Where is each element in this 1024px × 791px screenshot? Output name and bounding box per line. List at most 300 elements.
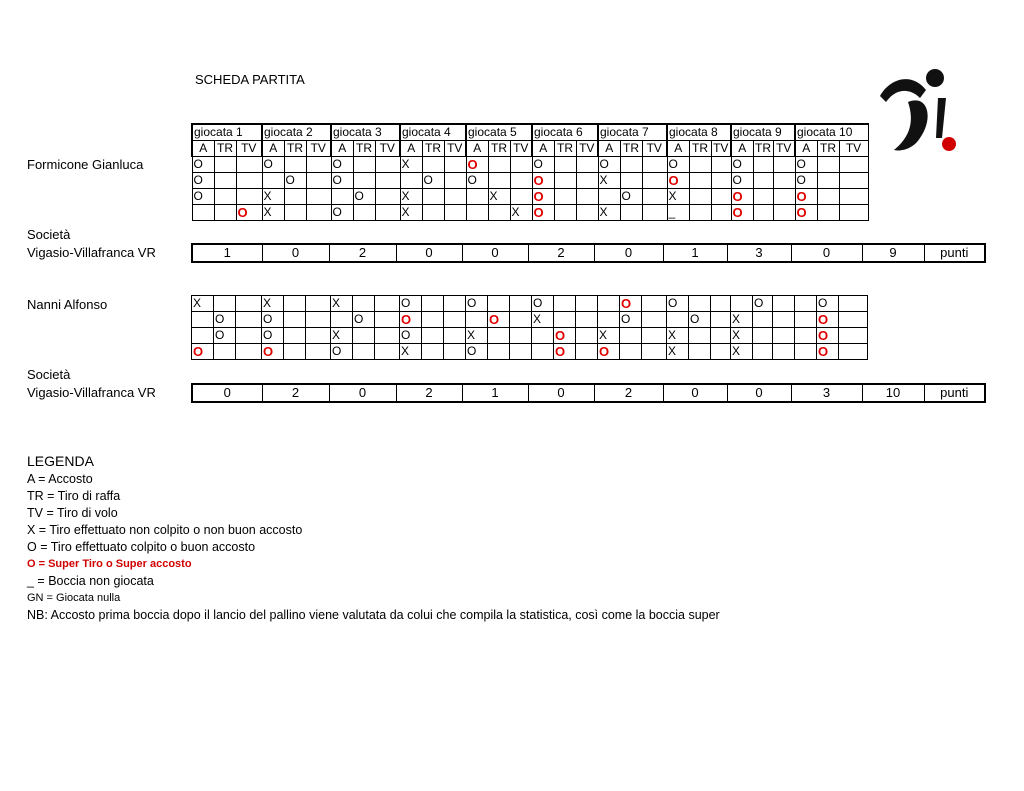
giocata-header: giocata 3 [331, 124, 400, 141]
score-cell: 1 [192, 244, 262, 262]
shot-cell: X [466, 328, 488, 344]
score-cell: 3 [791, 384, 862, 402]
shot-type-header: TR [488, 141, 510, 157]
shot-cell [353, 157, 375, 173]
giocata-header: giocata 2 [262, 124, 331, 141]
shot-cell: O [795, 205, 817, 221]
shot-type-header: A [667, 141, 689, 157]
score-cell: 2 [262, 384, 329, 402]
shot-cell: O [192, 157, 214, 173]
shot-cell [711, 189, 731, 205]
shot-type-header: TV [510, 141, 532, 157]
shot-cell: O [284, 173, 306, 189]
shot-cell [598, 189, 620, 205]
shot-cell: O [532, 205, 554, 221]
shot-cell [642, 328, 667, 344]
shot-cell [642, 296, 667, 312]
shot-cell [773, 296, 795, 312]
shot-cell [753, 173, 773, 189]
shot-cell [214, 157, 236, 173]
shot-cell [375, 344, 400, 360]
shot-cell: O [817, 312, 839, 328]
shot-cell: O [667, 296, 689, 312]
shot-cell: O [262, 344, 284, 360]
shot-type-header: A [331, 141, 353, 157]
shot-cell [214, 173, 236, 189]
score-cell: 0 [329, 384, 396, 402]
player-2-score-row [191, 383, 986, 403]
shot-cell [711, 312, 731, 328]
shot-cell [839, 312, 868, 328]
shot-cell: O [262, 312, 284, 328]
shot-cell [839, 173, 868, 189]
shot-type-header: TR [353, 141, 375, 157]
shot-cell: O [795, 173, 817, 189]
shot-type-header: TR [689, 141, 711, 157]
shot-cell [795, 296, 817, 312]
shot-cell [375, 312, 400, 328]
score-cell: 2 [329, 244, 396, 262]
shot-cell [375, 173, 400, 189]
shot-cell [711, 157, 731, 173]
shot-cell [642, 344, 667, 360]
player-1-score-row [191, 243, 986, 263]
boccia-row [192, 328, 868, 344]
societa-name-2: Vigasio-Villafranca VR [27, 385, 156, 400]
bocce-player-logo [876, 68, 966, 156]
shot-cell [375, 296, 400, 312]
legend [27, 452, 720, 624]
shot-cell: O [400, 312, 422, 328]
shot-cell [554, 189, 576, 205]
total-cell: 10 [862, 384, 924, 402]
shot-cell [444, 173, 466, 189]
shot-cell [306, 296, 331, 312]
shot-cell [817, 205, 839, 221]
shot-cell [642, 157, 667, 173]
shot-type-header: A [466, 141, 488, 157]
legend-line-o: O = Tiro effettuato colpito o buon accosto [27, 540, 256, 554]
shot-cell [488, 205, 510, 221]
shot-cell [620, 344, 642, 360]
shot-cell [262, 173, 284, 189]
shot-cell [306, 328, 331, 344]
shot-cell [620, 173, 642, 189]
societa-label-1: Società [27, 227, 71, 242]
legend-line-x: X = Tiro effettuato non colpito o non buon accosto [27, 523, 303, 537]
boccia-row [192, 344, 868, 360]
boccia-row [192, 173, 868, 189]
shot-cell: X [262, 189, 284, 205]
legend-title: LEGENDA [27, 453, 94, 469]
score-cell: 0 [528, 384, 594, 402]
shot-cell: O [192, 344, 214, 360]
shot-cell [753, 344, 773, 360]
shot-cell [466, 189, 488, 205]
shot-cell: O [236, 205, 262, 221]
giocata-header: giocata 10 [795, 124, 868, 141]
giocata-header: giocata 6 [532, 124, 598, 141]
shot-cell [306, 157, 331, 173]
shot-cell: O [598, 157, 620, 173]
shot-cell: O [331, 157, 353, 173]
shot-cell: O [554, 344, 576, 360]
shot-cell [236, 296, 262, 312]
shot-cell [488, 173, 510, 189]
shot-cell [422, 157, 444, 173]
shot-cell [284, 296, 306, 312]
legend-line-a: A = Accosto [27, 472, 93, 486]
shot-cell: O [620, 189, 642, 205]
shot-type-header: TV [576, 141, 598, 157]
logo-head [926, 69, 944, 87]
shot-cell: O [731, 173, 753, 189]
shot-cell: X [510, 205, 532, 221]
giocata-header: giocata 4 [400, 124, 466, 141]
shot-cell [422, 205, 444, 221]
shot-cell [817, 189, 839, 205]
shot-cell: O [731, 205, 753, 221]
shot-cell: X [731, 328, 753, 344]
shot-cell [711, 296, 731, 312]
shot-cell [214, 296, 236, 312]
shot-cell [284, 312, 306, 328]
shot-cell [466, 312, 488, 328]
shot-cell: O [400, 328, 422, 344]
shot-cell: O [192, 173, 214, 189]
giocata-header: giocata 8 [667, 124, 731, 141]
shot-cell: X [598, 205, 620, 221]
shot-cell [689, 328, 711, 344]
shot-cell [795, 328, 817, 344]
page-title: SCHEDA PARTITA [195, 72, 305, 87]
shot-cell: O [532, 296, 554, 312]
score-cell: 1 [462, 384, 528, 402]
shot-cell: O [214, 328, 236, 344]
shot-cell [510, 312, 532, 328]
shot-type-header: TR [817, 141, 839, 157]
shot-cell: X [488, 189, 510, 205]
shot-cell [444, 205, 466, 221]
shot-type-header: TV [642, 141, 667, 157]
boccia-row [192, 189, 868, 205]
shot-cell [576, 312, 598, 328]
shot-type-header: TV [711, 141, 731, 157]
shot-type-header: A [731, 141, 753, 157]
shot-cell [689, 157, 711, 173]
score-cell: 0 [727, 384, 791, 402]
shot-cell [444, 157, 466, 173]
shot-cell [620, 205, 642, 221]
shot-cell [236, 328, 262, 344]
shot-cell [554, 157, 576, 173]
shot-cell [284, 205, 306, 221]
shot-cell: X [667, 344, 689, 360]
shot-cell: X [331, 296, 353, 312]
shot-cell [510, 296, 532, 312]
boccia-row [192, 157, 868, 173]
shot-cell [689, 296, 711, 312]
shot-cell [400, 173, 422, 189]
shot-cell [753, 328, 773, 344]
shot-cell [773, 344, 795, 360]
shot-cell [236, 312, 262, 328]
shot-cell [488, 344, 510, 360]
shot-cell: O [532, 157, 554, 173]
player-2-play-grid [191, 295, 868, 360]
boccia-row [192, 205, 868, 221]
shot-cell [576, 189, 598, 205]
shot-cell [510, 157, 532, 173]
shot-cell [331, 312, 353, 328]
shot-cell: O [532, 189, 554, 205]
shot-cell: O [731, 157, 753, 173]
shot-cell: O [817, 344, 839, 360]
shot-cell [753, 205, 773, 221]
shot-cell: O [667, 157, 689, 173]
shot-cell [795, 312, 817, 328]
shot-cell: X [400, 344, 422, 360]
societa-label-2: Società [27, 367, 71, 382]
shot-cell: _ [667, 205, 689, 221]
shot-cell [444, 328, 466, 344]
shot-cell: O [466, 296, 488, 312]
shot-cell: X [400, 205, 422, 221]
legend-line-gn: GN = Giocata nulla [27, 592, 121, 604]
score-cell: 0 [663, 384, 727, 402]
shot-cell [444, 312, 466, 328]
shot-cell: X [262, 296, 284, 312]
shot-cell [510, 328, 532, 344]
shot-cell [353, 205, 375, 221]
shot-cell: X [331, 328, 353, 344]
societa-name-1: Vigasio-Villafranca VR [27, 245, 156, 260]
shot-type-header: A [400, 141, 422, 157]
shot-cell: X [667, 328, 689, 344]
shot-cell: O [598, 344, 620, 360]
shot-cell [773, 173, 795, 189]
shot-cell: O [620, 312, 642, 328]
shot-cell: O [817, 296, 839, 312]
shot-type-header: TR [214, 141, 236, 157]
shot-cell [214, 344, 236, 360]
shot-cell [576, 344, 598, 360]
score-cell: 0 [192, 384, 262, 402]
shot-cell: X [400, 189, 422, 205]
shot-cell [353, 173, 375, 189]
shot-cell: O [620, 296, 642, 312]
shot-cell [214, 189, 236, 205]
player-name-1: Formicone Gianluca [27, 157, 144, 172]
shot-type-header: TV [773, 141, 795, 157]
shot-cell [711, 328, 731, 344]
shot-cell: O [353, 189, 375, 205]
shot-cell: X [532, 312, 554, 328]
giocata-header: giocata 9 [731, 124, 795, 141]
logo-ball [942, 137, 956, 151]
shot-cell [444, 296, 466, 312]
shot-cell [466, 205, 488, 221]
shot-cell: O [353, 312, 375, 328]
shot-type-header: TR [755, 141, 771, 155]
shot-cell [422, 296, 444, 312]
shot-cell [554, 173, 576, 189]
shot-cell [576, 205, 598, 221]
shot-cell [576, 157, 598, 173]
shot-cell [817, 157, 839, 173]
legend-line-super: O = Super Tiro o Super accosto [27, 558, 192, 570]
shot-cell [689, 173, 711, 189]
shot-cell: O [331, 205, 353, 221]
player-1-play-grid [191, 123, 869, 221]
shot-cell: O [817, 328, 839, 344]
shot-cell: O [532, 173, 554, 189]
score-cell: 0 [594, 244, 663, 262]
shot-type-header: TV [306, 141, 331, 157]
shot-cell [554, 205, 576, 221]
score-cell: 0 [462, 244, 528, 262]
shot-cell [510, 344, 532, 360]
shot-cell: O [331, 344, 353, 360]
shot-cell [753, 157, 773, 173]
shot-type-header: TR [620, 141, 642, 157]
shot-type-header: TV [839, 141, 868, 157]
shot-cell [192, 205, 214, 221]
shot-cell [422, 312, 444, 328]
shot-cell: O [753, 296, 773, 312]
shot-cell [620, 157, 642, 173]
shot-cell [306, 189, 331, 205]
shot-type-header: A [532, 141, 554, 157]
shot-cell: X [598, 173, 620, 189]
shot-cell [375, 205, 400, 221]
shot-cell [795, 344, 817, 360]
shot-cell: O [731, 189, 753, 205]
shot-cell [284, 344, 306, 360]
shot-cell: O [331, 173, 353, 189]
shot-cell [642, 312, 667, 328]
giocata-header: giocata 5 [466, 124, 532, 141]
shot-cell: O [422, 173, 444, 189]
shot-cell [554, 296, 576, 312]
shot-cell: X [667, 189, 689, 205]
shot-cell [554, 312, 576, 328]
score-cell: 3 [727, 244, 791, 262]
score-cell: 2 [528, 244, 594, 262]
shot-cell [353, 296, 375, 312]
shot-cell [773, 189, 795, 205]
shot-cell [306, 173, 331, 189]
shot-cell [375, 189, 400, 205]
total-label: punti [924, 244, 985, 262]
shot-cell [353, 328, 375, 344]
shot-cell [620, 328, 642, 344]
shot-cell [488, 328, 510, 344]
total-label: punti [924, 384, 985, 402]
shot-cell: O [795, 189, 817, 205]
score-cell: 0 [262, 244, 329, 262]
shot-cell: X [400, 157, 422, 173]
shot-cell [839, 189, 868, 205]
shot-cell [353, 344, 375, 360]
shot-cell [753, 189, 773, 205]
shot-cell: O [262, 328, 284, 344]
score-cell: 0 [791, 244, 862, 262]
shot-cell: O [795, 157, 817, 173]
shot-cell [214, 205, 236, 221]
score-cell: 2 [396, 384, 462, 402]
shot-cell [510, 173, 532, 189]
shot-type-header: TR [284, 141, 306, 157]
shot-cell [817, 173, 839, 189]
shot-cell [306, 312, 331, 328]
legend-line-non-giocata: _ = Boccia non giocata [27, 574, 154, 588]
legend-line-tv: TV = Tiro di volo [27, 506, 118, 520]
shot-cell [444, 189, 466, 205]
shot-cell [375, 328, 400, 344]
shot-cell [773, 205, 795, 221]
shot-type-header: A [795, 141, 817, 157]
shot-cell [576, 296, 598, 312]
shot-cell: O [689, 312, 711, 328]
shot-cell [488, 296, 510, 312]
boccia-row [192, 296, 868, 312]
shot-cell [576, 328, 598, 344]
shot-cell [532, 344, 554, 360]
shot-cell [731, 296, 753, 312]
shot-cell: O [554, 328, 576, 344]
shot-cell [711, 205, 731, 221]
giocata-header: giocata 1 [192, 124, 262, 141]
shot-cell [839, 296, 868, 312]
shot-cell [773, 328, 795, 344]
shot-cell [284, 157, 306, 173]
shot-cell [711, 173, 731, 189]
total-cell: 9 [862, 244, 924, 262]
shot-cell [667, 312, 689, 328]
shot-type-header: A [192, 141, 214, 157]
shot-cell [192, 312, 214, 328]
shot-cell: X [731, 312, 753, 328]
shot-cell [598, 296, 620, 312]
shot-cell [331, 189, 353, 205]
shot-cell [839, 205, 868, 221]
shot-cell [422, 189, 444, 205]
shot-cell: X [731, 344, 753, 360]
shot-type-header: TV [236, 141, 262, 157]
score-cell: 2 [594, 384, 663, 402]
legend-note: NB: Accosto prima boccia dopo il lancio del pallino viene valutata da colui che compila la statistica, così come la boccia super [27, 608, 720, 622]
shot-cell: X [192, 296, 214, 312]
shot-type-header: TR [554, 141, 576, 157]
shot-cell [642, 205, 667, 221]
shot-cell [236, 173, 262, 189]
shot-cell [598, 312, 620, 328]
shot-cell [375, 157, 400, 173]
shot-cell [576, 173, 598, 189]
shot-cell [689, 205, 711, 221]
shot-type-header: TV [375, 141, 400, 157]
shot-cell [839, 328, 868, 344]
shot-cell [422, 344, 444, 360]
shot-cell: X [262, 205, 284, 221]
shot-cell [689, 189, 711, 205]
shot-cell [839, 344, 868, 360]
shot-cell: O [214, 312, 236, 328]
shot-type-header: A [262, 141, 284, 157]
shot-type-header: TR [422, 141, 444, 157]
shot-cell: O [400, 296, 422, 312]
